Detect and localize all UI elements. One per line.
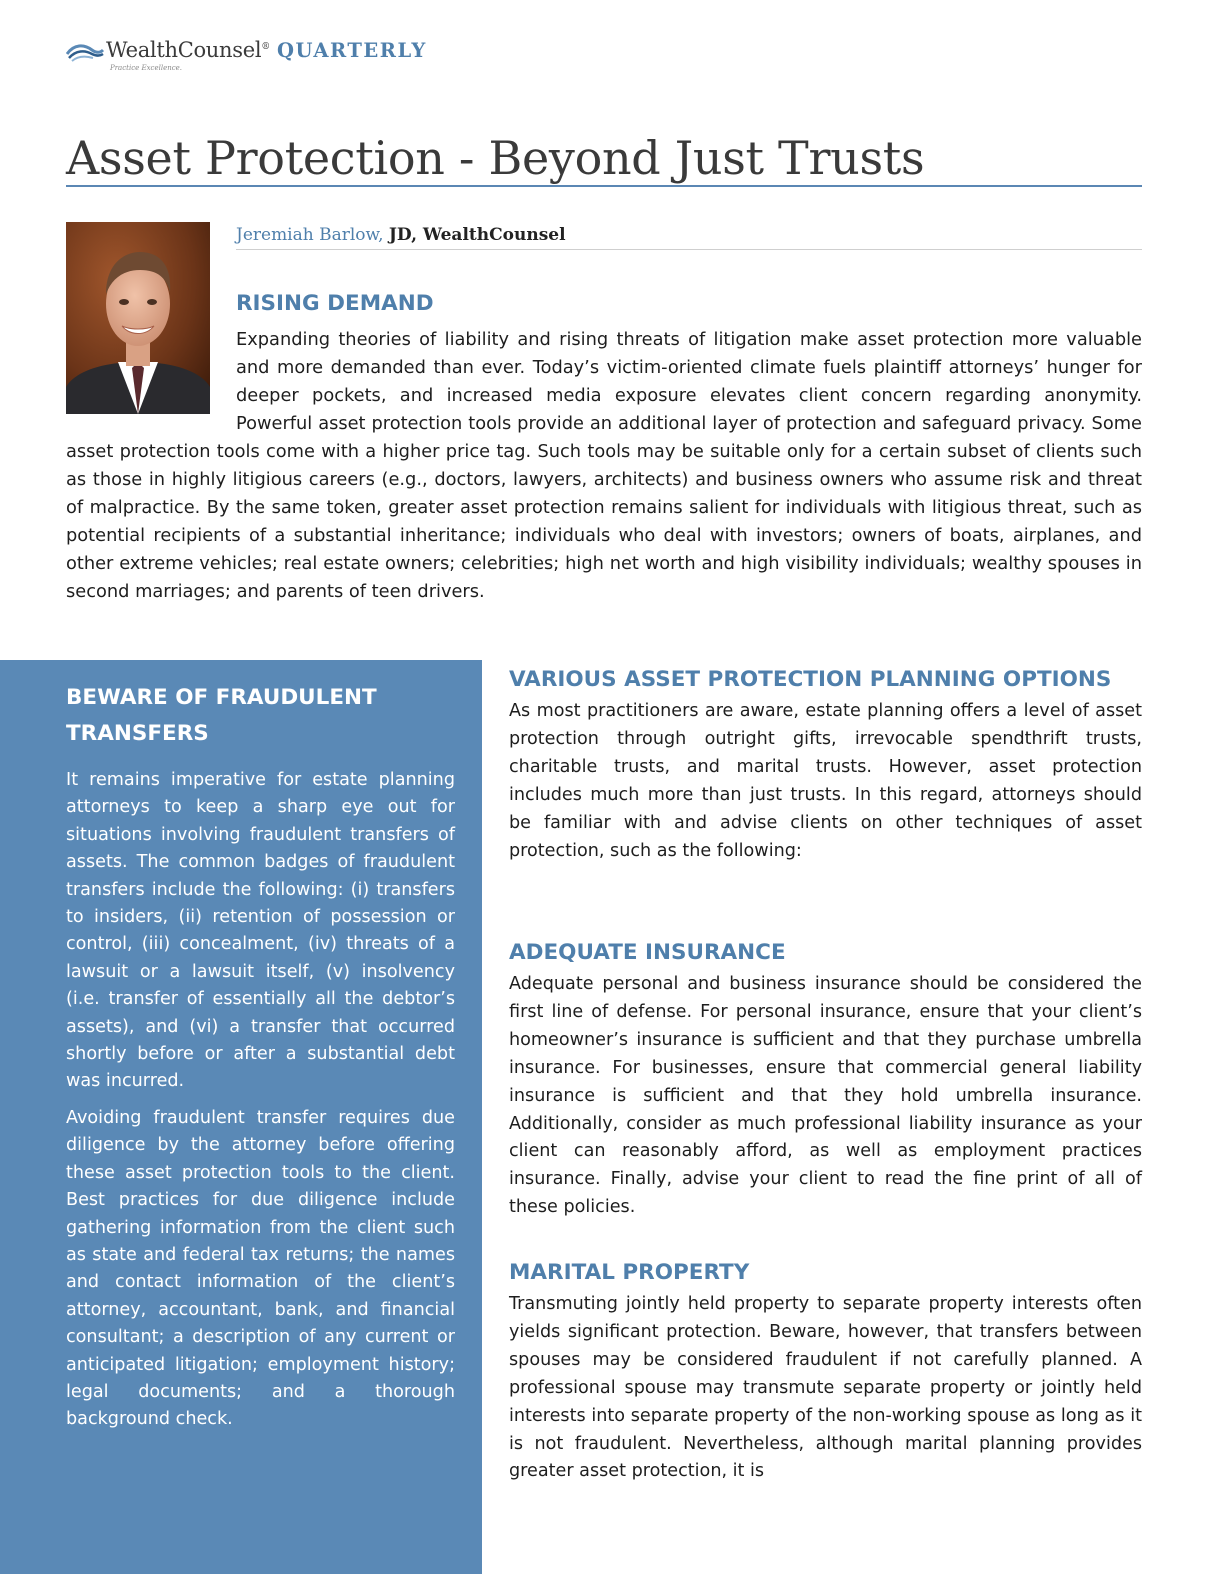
various-options-body: As most practitioners are aware, estate planning offers a level of asset protection through outright gifts, irrevocable spendthrift trusts, charitable trusts, and marital trusts. However, asset protection includes much more than just trusts. In this regard, attorneys should be familiar with and advise clients on other techniques of asset protection, such as the following: [509, 701, 1142, 861]
rising-demand-body [66, 326, 1142, 606]
fraudulent-transfers-body [66, 767, 455, 1443]
marital-property-heading: MARITAL PROPERTY [509, 1260, 750, 1285]
author-name: Jeremiah Barlow, [236, 225, 384, 245]
fraudulent-transfers-paragraph-2: Avoiding fraudulent transfer requires due diligence by the attorney before offering these asset protection tools to the client. Best practices for due diligence include gathering information from the client such as state and federal tax returns; the names and contact information of the client’s attorney, accountant, bank, and financial consultant; a description of any current or anticipated litigation; employment history; legal documents; and a thorough background check. [66, 1107, 455, 1430]
various-options-section [509, 662, 1142, 865]
adequate-insurance-section [509, 935, 1142, 1222]
article-title: Asset Protection - Beyond Just Trusts [66, 131, 925, 185]
fraudulent-transfers-heading: BEWARE OF FRAUDULENT TRANSFERS [66, 685, 377, 746]
brand-name: WealthCounsel® [106, 38, 270, 62]
masthead [66, 38, 566, 78]
brand-tagline: Practice Excellence. [110, 64, 183, 72]
rising-demand-text: Expanding theories of liability and rising threats of litigation make asset protection more valuable and more demanded than ever. Today’s victim-oriented climate fuels plaintiff attorneys’ hunger for deeper pockets, and increased media exposure elevates client concern regarding anonymity. Powerful asset protection tools provide an additional layer of protection and safeguard privacy. Some asset protection tools come with a higher price tag. Such tools may be suitable only for a certain subset of clients such as those in highly litigious careers (e.g., doctors, lawyers, architects) and business owners who assume risk and threat of malpractice. By the same token, greater asset protection remains salient for individuals with litigious threat, such as potential recipients of a substantial inheritance; individuals who deal with investors; owners of boats, airplanes, and other extreme vehicles; real estate owners; celebrities; high net worth and high visibility individuals; wealthy spouses in second marriages; and parents of teen drivers. [66, 329, 1142, 602]
author-byline [236, 222, 1142, 248]
author-credentials: JD, WealthCounsel [388, 225, 566, 245]
wave-logo-icon [66, 42, 104, 62]
byline-divider [236, 249, 1142, 250]
publication-name: QUARTERLY [277, 39, 427, 62]
marital-property-section [509, 1255, 1142, 1486]
fraudulent-transfers-paragraph-1: It remains imperative for estate planning attorneys to keep a sharp eye out for situations involving fraudulent transfers of assets. The common badges of fraudulent transfers include the following: (i) transfers to insiders, (ii) retention of possession or control, (iii) concealment, (iv) threats of a lawsuit or a lawsuit itself, (v) insolvency (i.e. transfer of essentially all the debtor’s assets), and (vi) a transfer that occurred shortly before or after a substantial debt was incurred. [66, 770, 455, 1092]
title-divider [66, 185, 1142, 187]
various-options-heading: VARIOUS ASSET PROTECTION PLANNING OPTIONS [509, 667, 1112, 692]
rising-demand-heading: RISING DEMAND [236, 291, 434, 316]
adequate-insurance-body: Adequate personal and business insurance should be considered the first line of defense. For personal insurance, ensure that your client’s homeowner’s insurance is sufficient and that they purchase umbrella insurance. For businesses, ensure that commercial general liability insurance is sufficient and that they hold umbrella insurance. Additionally, consider as much professional liability insurance as your client can reasonably afford, as well as employment practices insurance. Finally, advise your client to read the fine print of all of these policies. [509, 974, 1142, 1218]
adequate-insurance-heading: ADEQUATE INSURANCE [509, 940, 786, 965]
marital-property-body: Transmuting jointly held property to separate property interests often yields significant protection. Beware, however, that transfers between spouses may be considered fraudulent if not carefully planned. A professional spouse may transmute separate property or jointly held interests into separate property of the non-working spouse as long as it is not fraudulent. Nevertheless, although marital planning provides greater asset protection, it is [509, 1294, 1142, 1482]
